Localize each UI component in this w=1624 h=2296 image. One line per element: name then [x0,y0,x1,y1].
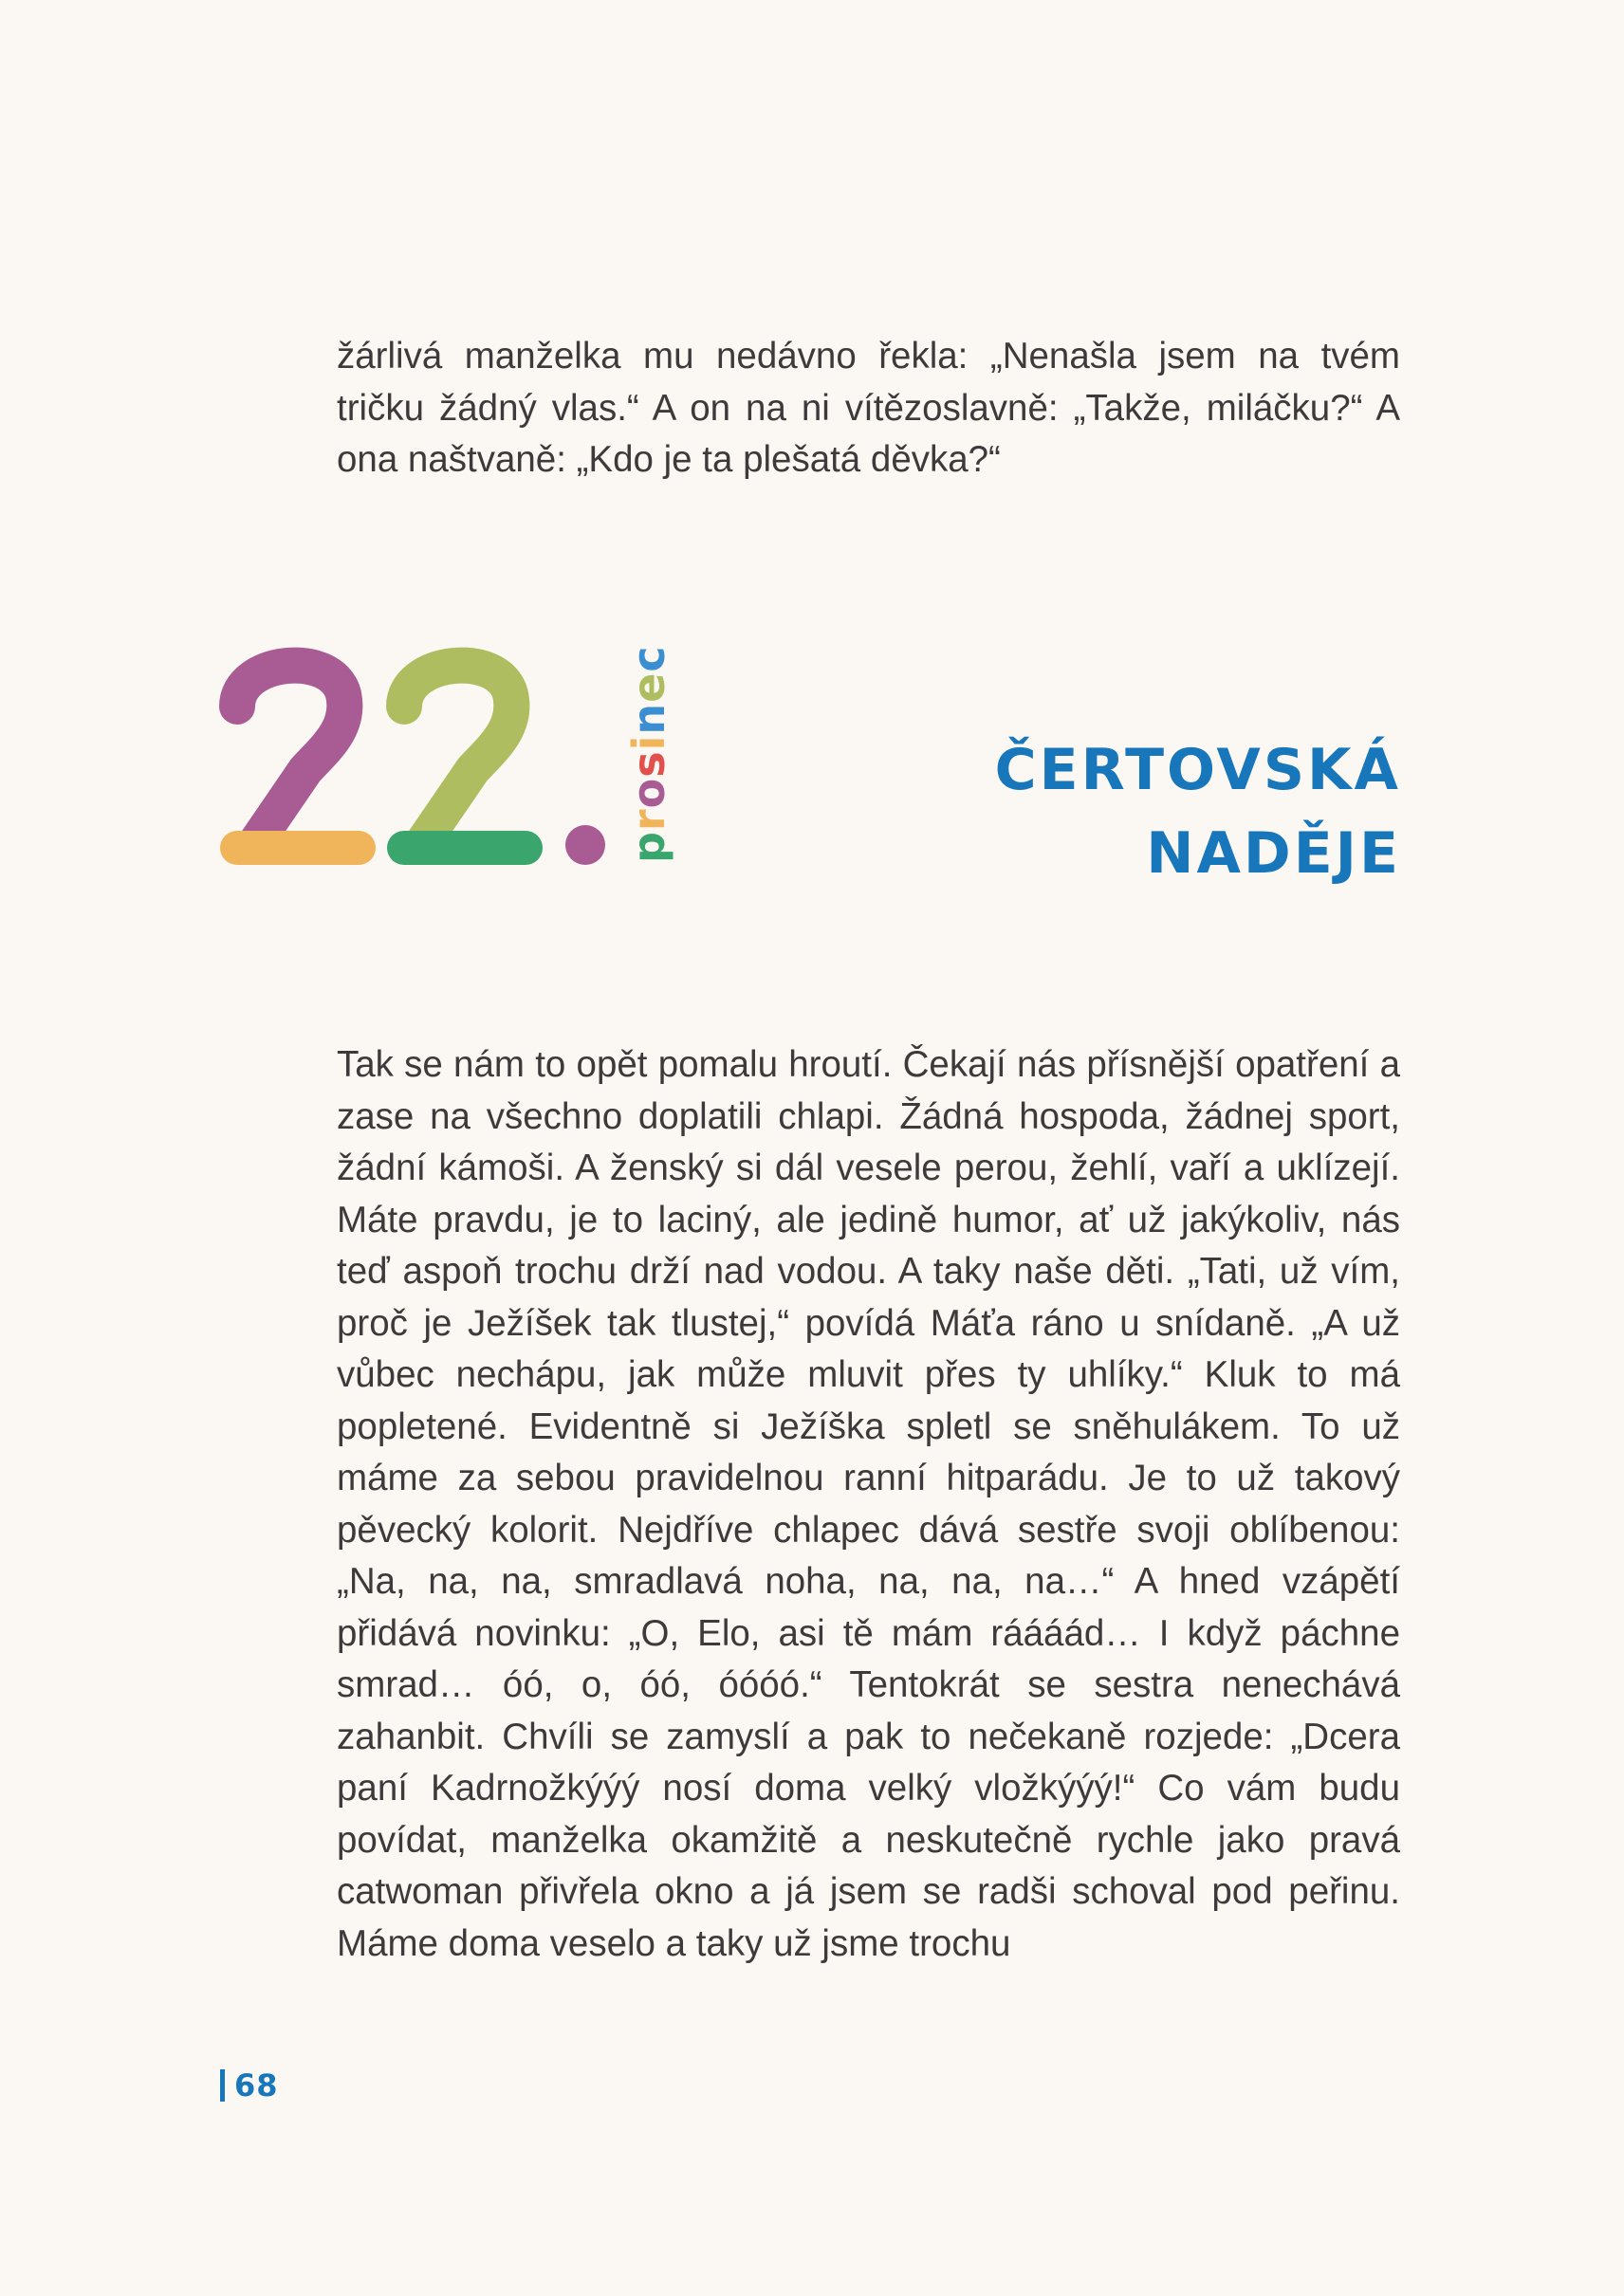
chapter-title [832,728,1401,895]
date-mark-graphic [218,635,692,882]
digit-two-first [237,666,344,842]
chapter-title-line1: ČERTOVSKÁ [994,737,1401,803]
page-number-bar [220,2069,225,2102]
page-number [220,2067,279,2103]
date-mark [218,635,692,882]
story-paragraph-text: Tak se nám to opět pomalu hroutí. Čekají nás přísnější opatření a zase na všechno doplatili chlapi. Žádná hospoda, žádnej sport, žádní kámoši. A ženský si dál vesele perou, žehlí, vaří a uklízejí. Máte pravdu, je to laciný, ale jedině humor, ať už jakýkoliv, nás teď aspoň trochu drží nad vodou. A taky naše děti. „Tati, už vím, proč je Ježíšek tak tlustej,“ povídá Máťa ráno u snídaně. „A už vůbec nechápu, jak může mluvit přes ty uhlíky.“ Kluk to má popletené. Evidentně si Ježíška spletl se sněhulákem. To už máme za sebou pravidelnou ranní hitparádu. Je to už takový pěvecký kolorit. Nejdříve chlapec dává sestře svoji oblíbenou: „Na, na, na, smradlavá noha, na, na, na…“ A hned vzápětí přidává novinku: „O, Elo, asi tě mám ráááád… I když páchne smrad… óó, o, óó, óóóó.“ Tentokrát se sestra nenechává zahanbit. Chvíli se zamyslí a pak to nečekaně rozjede: „Dcera paní Kadrnožkýýý nosí doma velký vložkýýý!“ Co vám budu povídat, manželka okamžitě a neskutečně rychle jako pravá catwoman přivřela okno a já jsem se radši schoval pod peřinu. Máme doma veselo a taky už jsme trochu [337,1044,1400,1964]
digit-two-second [404,666,511,842]
page-number-text: 68 [234,2067,279,2103]
intro-paragraph-text: žárlivá manželka mu nedávno řekla: „Nenašla jsem na tvém tričku žádný vlas.“ A on na ni vítězoslavně: „Takže, miláčku?“ A ona naštvaně: „Kdo je ta plešatá děvka?“ [337,336,1400,480]
month-label: prosinec [623,645,674,863]
intro-paragraph [337,331,1400,487]
chapter-title-line2: NADĚJE [1146,820,1401,887]
story-paragraph [337,1039,1400,1970]
date-dot [565,825,605,865]
